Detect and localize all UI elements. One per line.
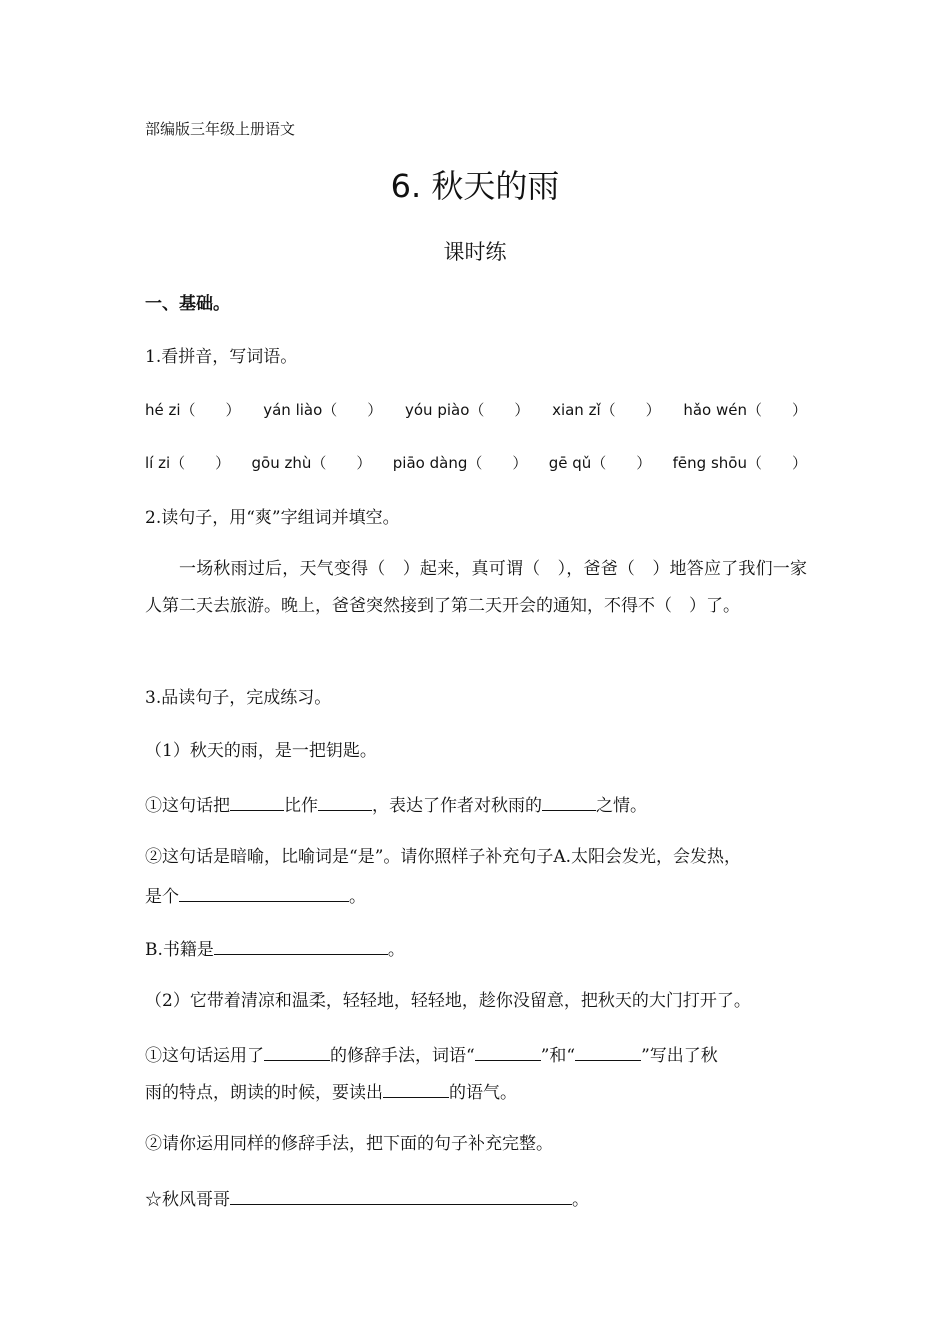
question-1-prompt: 1.看拼音，写词语。 (145, 347, 298, 367)
sentence-1-question-c (145, 936, 405, 962)
text-part: ”和“ (540, 1046, 576, 1066)
text-part: 的语气。 (449, 1083, 517, 1103)
question-2-prompt: 2.读句子，用“爽”字组词并填空。 (145, 508, 400, 528)
question-2-paragraph: 一场秋雨过后，天气变得（ ）起来，真可谓（ ），爸爸（ ）地答应了我们一家人第二天去旅游。晚上，爸爸突然接到了第二天开会的通知，不得不（ ）了。 (145, 559, 807, 616)
text-part: 是个 (145, 887, 179, 907)
pinyin-item: lí zi（ ） (145, 454, 231, 472)
text-part: 比作 (284, 796, 318, 816)
sentence-1-question-b-line1: ②这句话是暗喻，比喻词是“是”。请你照样子补充句子A.太阳会发光，会发热， (145, 847, 742, 867)
answer-blank[interactable] (214, 936, 388, 955)
answer-blank[interactable] (264, 1042, 330, 1061)
text-part: 。 (572, 1190, 589, 1210)
answer-blank[interactable] (475, 1042, 541, 1061)
answer-blank[interactable] (383, 1079, 449, 1098)
header-course: 部编版三年级上册语文 (145, 120, 296, 138)
text-part: 雨的特点，朗读的时候，要读出 (145, 1083, 383, 1103)
text-part: 。 (387, 940, 405, 960)
answer-blank[interactable] (542, 792, 596, 811)
text-part: 的修辞手法，词语“ (330, 1046, 475, 1066)
sentence-2-question-a-line1 (145, 1042, 718, 1068)
text-part: 之情。 (596, 796, 647, 816)
page-title: 6. 秋天的雨 (390, 167, 560, 205)
text-part: ①这句话把 (145, 796, 230, 816)
pinyin-item: yán liào（ ） (263, 401, 383, 419)
pinyin-item: piāo dàng（ ） (392, 454, 528, 472)
sentence-1-question-a (145, 792, 647, 818)
sentence-2-question-a-line2 (145, 1079, 517, 1105)
section-heading: 一、基础。 (145, 294, 230, 314)
sentence-2-question-c (145, 1186, 589, 1212)
question-3-prompt: 3.品读句子，完成练习。 (145, 688, 332, 708)
text-part: 。 (349, 887, 366, 907)
page-subtitle: 课时练 (443, 240, 507, 264)
text-part: ☆秋风哥哥 (145, 1190, 230, 1210)
sentence-1: （1）秋天的雨，是一把钥匙。 (145, 741, 377, 761)
sentence-1-question-b-line2 (145, 883, 366, 909)
pinyin-item: yóu piào（ ） (404, 401, 530, 419)
text-part: ”写出了秋 (641, 1046, 718, 1066)
sentence-2: （2）它带着清凉和温柔，轻轻地，轻轻地，趁你没留意，把秋天的大门打开了。 (145, 991, 751, 1011)
answer-blank[interactable] (230, 792, 284, 811)
pinyin-row-1 (145, 399, 807, 421)
answer-blank[interactable] (575, 1042, 641, 1061)
answer-blank[interactable] (230, 1186, 572, 1205)
pinyin-item: hǎo wén（ ） (683, 401, 807, 419)
answer-blank[interactable] (318, 792, 372, 811)
pinyin-item: gē qǔ（ ） (548, 454, 652, 472)
pinyin-item: hé zi（ ） (145, 401, 241, 419)
text-part: ①这句话运用了 (145, 1046, 264, 1066)
pinyin-item: fēng shōu（ ） (672, 454, 807, 472)
text-part: B.书籍是 (145, 940, 214, 960)
sentence-2-question-b: ②请你运用同样的修辞手法，把下面的句子补充完整。 (145, 1134, 553, 1154)
answer-blank[interactable] (179, 883, 349, 902)
pinyin-item: gōu zhù（ ） (251, 454, 372, 472)
pinyin-item: xian zǐ（ ） (552, 401, 661, 419)
pinyin-row-2 (145, 452, 807, 474)
text-part: ，表达了作者对秋雨的 (372, 796, 542, 816)
